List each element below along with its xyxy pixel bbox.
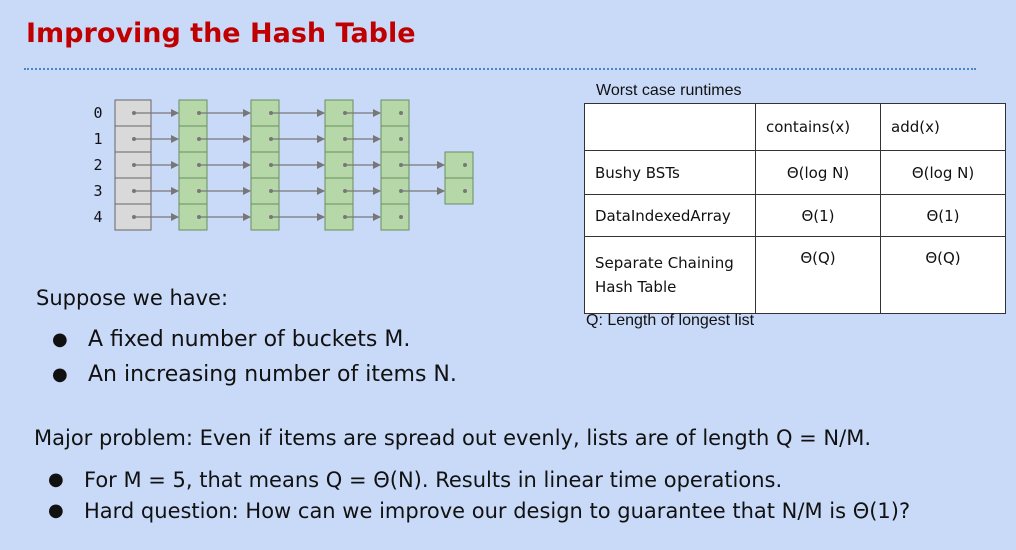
bucket-label: 3 (93, 182, 103, 200)
major-problem-text: Major problem: Even if items are spread out evenly, lists are of length Q = N/M. (34, 426, 871, 450)
assumption-list (52, 325, 457, 395)
cell-array-add: Θ(1) (881, 195, 1006, 237)
hash-table-diagram (80, 88, 480, 248)
header-add: add(x) (881, 104, 1006, 151)
row-label-bushy-bsts: Bushy BSTs (585, 151, 756, 195)
cell-bushy-add: Θ(log N) (881, 151, 1006, 195)
pointer-dot (399, 111, 403, 115)
table-row (585, 195, 1006, 237)
pointer-dot (399, 137, 403, 141)
table-header-row (585, 104, 1006, 151)
table-row (585, 237, 1006, 314)
cell-array-contains: Θ(1) (756, 195, 881, 237)
table-caption-top: Worst case runtimes (596, 82, 742, 99)
list-node (445, 178, 473, 204)
table-caption-bottom: Q: Length of longest list (586, 312, 755, 329)
bucket-label: 4 (93, 208, 103, 226)
bucket-label: 0 (93, 104, 103, 122)
list-node (381, 100, 409, 126)
table-row (585, 151, 1006, 195)
row-label-data-indexed-array: DataIndexedArray (585, 195, 756, 237)
pointer-dot (463, 163, 467, 167)
list-node (381, 126, 409, 152)
list-node (381, 204, 409, 230)
list-item: ● An increasing number of items N. (52, 360, 457, 395)
header-cell-empty (585, 104, 756, 151)
list-node (445, 152, 473, 178)
page-title: Improving the Hash Table (26, 18, 416, 49)
pointer-dot (463, 189, 467, 193)
runtime-table (584, 103, 1006, 314)
bucket-label: 2 (93, 156, 103, 174)
pointer-dot (399, 215, 403, 219)
suppose-heading: Suppose we have: (36, 286, 229, 310)
row-label-separate-chaining: Separate Chaining Hash Table (585, 237, 756, 314)
cell-chaining-contains: Θ(Q) (756, 237, 881, 314)
list-item: ● A fixed number of buckets M. (52, 325, 457, 360)
consequence-list (48, 466, 910, 528)
cell-bushy-contains: Θ(log N) (756, 151, 881, 195)
list-item: ● Hard question: How can we improve our design to guarantee that N/M is Θ(1)? (48, 497, 910, 528)
header-contains: contains(x) (756, 104, 881, 151)
title-divider (24, 68, 976, 70)
list-item: ● For M = 5, that means Q = Θ(N). Results in linear time operations. (48, 466, 910, 497)
cell-chaining-add: Θ(Q) (881, 237, 1006, 314)
bucket-label: 1 (93, 130, 103, 148)
